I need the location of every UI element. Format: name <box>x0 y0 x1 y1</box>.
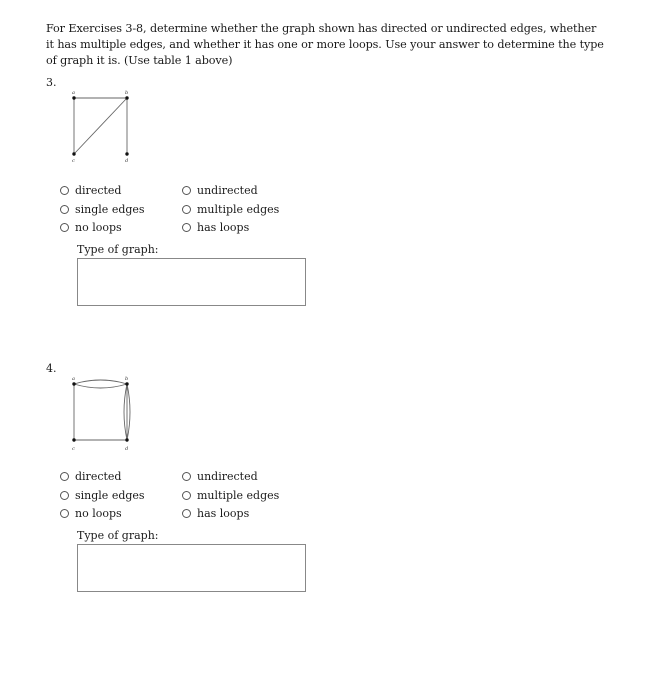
type-of-graph-label: Type of graph: <box>77 243 159 256</box>
vertex-label-a: a <box>72 376 75 382</box>
option-no-loops[interactable]: no loops <box>60 507 122 520</box>
vertex-d <box>125 438 128 441</box>
option-no-loops[interactable]: no loops <box>60 221 122 234</box>
radio-button[interactable] <box>182 205 191 214</box>
vertex-label-d: d <box>125 158 129 164</box>
option-has-loops[interactable]: has loops <box>182 507 249 520</box>
radio-button[interactable] <box>182 509 191 518</box>
exercise-3-number: 3. <box>46 76 57 89</box>
radio-button[interactable] <box>60 186 69 195</box>
instructions-text: For Exercises 3-8, determine whether the graph shown has directed or undirected edges, whether it has multiple edges, and whether it has one or more loops. Use your answer to determine the type of graph it is. (Use table 1 above) <box>46 22 604 67</box>
option-multiple-edges[interactable]: multiple edges <box>182 489 279 502</box>
option-multiple-edges[interactable]: multiple edges <box>182 203 279 216</box>
option-has-loops[interactable]: has loops <box>182 221 249 234</box>
type-of-graph-input[interactable] <box>77 544 306 592</box>
type-of-graph-input[interactable] <box>77 258 306 306</box>
option-directed[interactable]: directed <box>60 470 121 483</box>
exercise-4-number: 4. <box>46 362 57 375</box>
vertex-b <box>125 382 128 385</box>
edge-b-c <box>74 98 127 154</box>
vertex-label-a: a <box>72 90 75 96</box>
radio-button[interactable] <box>182 223 191 232</box>
vertex-label-c: c <box>72 446 75 452</box>
vertex-label-d: d <box>125 446 129 452</box>
radio-button[interactable] <box>182 491 191 500</box>
vertex-d <box>125 152 128 155</box>
edge-a-b-1 <box>74 380 127 384</box>
exercise-3-graph <box>66 88 138 168</box>
radio-button[interactable] <box>182 472 191 481</box>
radio-button[interactable] <box>182 186 191 195</box>
vertex-label-c: c <box>72 158 75 164</box>
option-undirected[interactable]: undirected <box>182 184 258 197</box>
radio-button[interactable] <box>60 509 69 518</box>
edge-a-b-2 <box>74 384 127 388</box>
option-single-edges[interactable]: single edges <box>60 203 145 216</box>
vertex-a <box>72 382 75 385</box>
option-directed[interactable]: directed <box>60 184 121 197</box>
radio-button[interactable] <box>60 491 69 500</box>
exercise-4-graph <box>66 374 138 454</box>
option-undirected[interactable]: undirected <box>182 470 258 483</box>
option-single-edges[interactable]: single edges <box>60 489 145 502</box>
vertex-label-b: b <box>125 376 129 382</box>
radio-button[interactable] <box>60 205 69 214</box>
radio-button[interactable] <box>60 223 69 232</box>
vertex-c <box>72 152 75 155</box>
vertex-c <box>72 438 75 441</box>
vertex-label-b: b <box>125 90 129 96</box>
type-of-graph-label: Type of graph: <box>77 529 159 542</box>
radio-button[interactable] <box>60 472 69 481</box>
vertex-b <box>125 96 128 99</box>
vertex-a <box>72 96 75 99</box>
